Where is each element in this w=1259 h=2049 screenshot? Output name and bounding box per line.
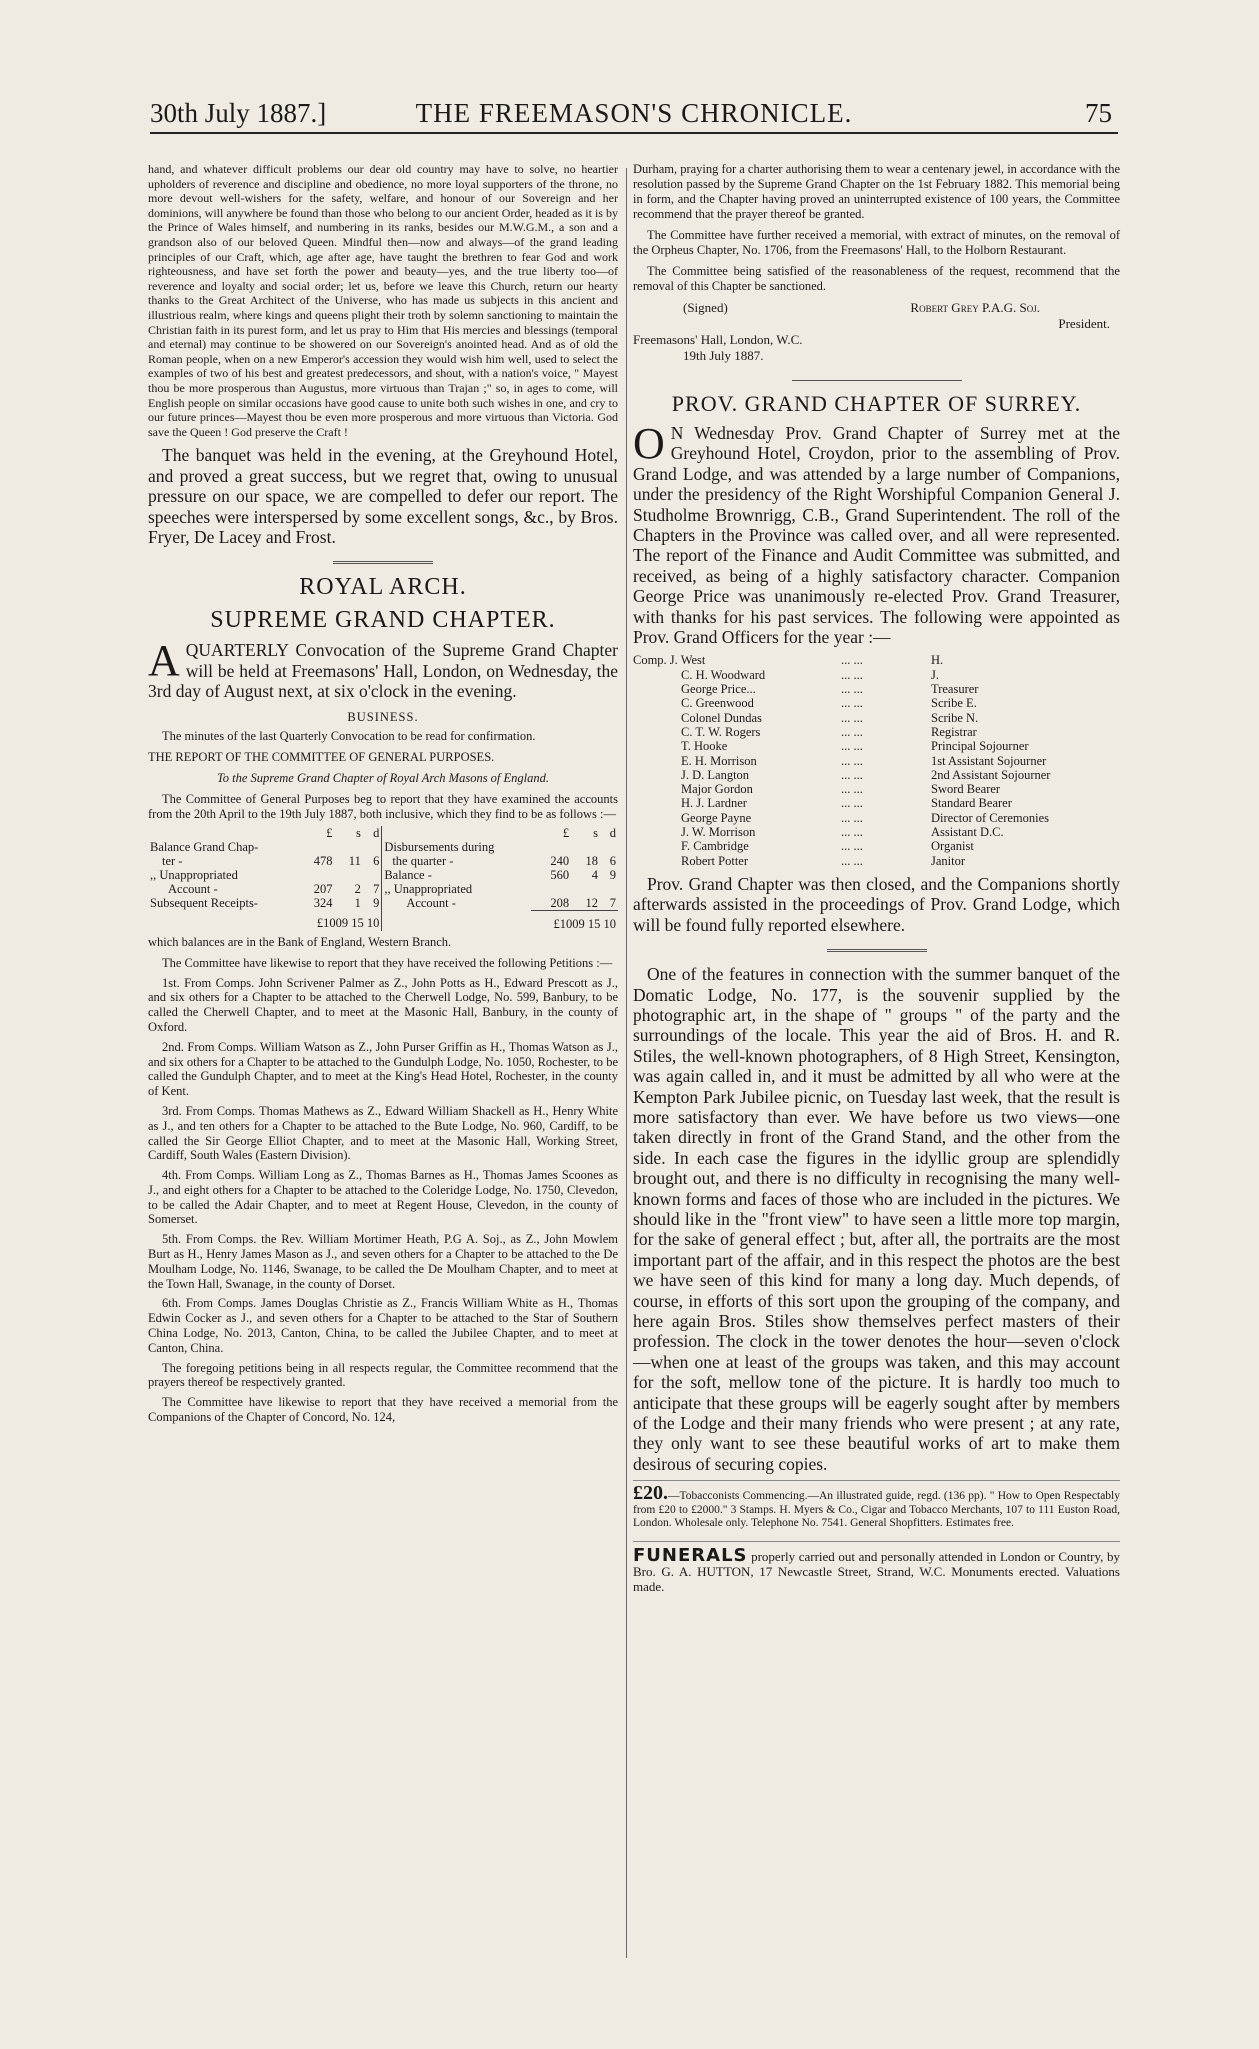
currency-header: d xyxy=(609,825,616,840)
accounts-row xyxy=(148,840,618,854)
officer-row xyxy=(633,725,1120,739)
officer-row xyxy=(633,854,1120,868)
officer-office: 1st Assistant Sojourner xyxy=(931,753,1047,768)
officer-dots: ... ... xyxy=(841,710,863,725)
officer-name: E. H. Morrison xyxy=(681,753,757,768)
removal-paragraph: The Committee being satisfied of the reasonableness of the request, recommend that the removal of this Chapter be sanctioned. xyxy=(633,264,1120,293)
receipt-pounds: 207 xyxy=(313,881,333,896)
signed-date: 19th July 1887. xyxy=(683,348,764,363)
disbursement-pence: 7 xyxy=(600,896,618,911)
officer-dots: ... ... xyxy=(841,724,863,739)
officer-office: Janitor xyxy=(931,853,966,868)
disbursement-label: Disbursements during xyxy=(384,839,495,854)
officer-row xyxy=(633,668,1120,682)
receipt-label: ,, Unappropriated xyxy=(150,867,238,882)
officer-name: C. Greenwood xyxy=(681,696,754,711)
report-heading: THE REPORT OF THE COMMITTEE OF GENERAL PURPOSES. xyxy=(148,749,495,764)
disbursement-pounds: 240 xyxy=(550,853,570,868)
officer-dots: ... ... xyxy=(841,796,863,811)
signed-label: (Signed) xyxy=(683,300,728,315)
officer-office: 2nd Assistant Sojourner xyxy=(931,767,1051,782)
officer-dots: ... ... xyxy=(841,839,863,854)
advert-lead: FUNERALS xyxy=(633,1544,748,1566)
column-rule xyxy=(626,168,627,1958)
accounts-row xyxy=(148,868,618,882)
officer-row xyxy=(633,739,1120,753)
officer-row xyxy=(633,653,1120,667)
supreme-grand-chapter-heading: SUPREME GRAND CHAPTER. xyxy=(210,607,556,634)
accounts-header-row xyxy=(148,826,618,840)
receipt-shillings xyxy=(335,868,363,882)
officer-row xyxy=(633,711,1120,725)
officer-office: Scribe E. xyxy=(931,696,977,711)
surrey-text: N Wednesday Prov. Grand Chapter of Surrey met at the Greyhound Hotel, Croydon, prior to the assembling of Prov. Grand Lodge, and was attended by a large number of Companions, under the presidency of the Right Worshipful Companion General J. Studholme Brownrigg, C.B., Grand Superintendent. The roll of the Chapters in the Province was called over, and all were represented. The report of the Finance and Audit Committee was submitted, and received, as being of a highly satisfactory character. Companion George Price was unanimously re-elected Prov. Grand Treasurer, with thanks for his past services. The following were appointed as Prov. Grand Officers for the year :— xyxy=(633,423,1120,648)
officer-office: H. xyxy=(931,653,944,668)
petitions-intro: The Committee have likewise to report that they have received the following Petitions :— xyxy=(162,955,613,970)
petitions-closing: The foregoing petitions being in all respects regular, the Committee recommend that the prayers thereof be respectively granted. xyxy=(148,1360,618,1390)
advert-text: properly carried out and personally attended in London or Country, by Bro. G. A. HUTTON, 17 Newcastle Street, Strand, W.C. Monuments erected. Valuations made. xyxy=(633,1548,1121,1594)
petition-item: 5th. From Comps. the Rev. William Mortimer Heath, P.G A. Soj., as Z., John Mowlem Burt as H., Henry James Mason as J., and seven others for a Chapter to be attached to the De Moulham Lodge, No. 1146, Swanage, to be called the De Moulham Chapter, and to meet at the Town Hall, Swanage, in the county of Dorset. xyxy=(148,1232,618,1291)
currency-header: s xyxy=(355,825,361,840)
officer-office: Standard Bearer xyxy=(931,796,1012,811)
disbursement-pounds xyxy=(531,840,571,854)
signature-block xyxy=(633,300,1120,364)
officer-name: Comp. J. West xyxy=(633,653,706,668)
accounts-row xyxy=(148,854,618,868)
publication-title: THE FREEMASON'S CHRONICLE. xyxy=(415,98,853,128)
accounts-table xyxy=(148,826,618,931)
officer-name: J. W. Morrison xyxy=(681,825,756,840)
disbursement-label: the quarter - xyxy=(392,853,454,868)
funerals-advert xyxy=(633,1541,1120,1594)
officer-row xyxy=(633,768,1120,782)
receipt-pence xyxy=(363,840,382,854)
section-separator xyxy=(792,380,962,381)
report-intro: The Committee of General Purposes beg to report that they have examined the accounts from the 20th April to the 19th July 1887, both inclusive, which they find to be as follows :— xyxy=(148,791,618,821)
officer-name: T. Hooke xyxy=(681,739,728,754)
convocation-paragraph xyxy=(148,636,618,702)
receipt-pounds xyxy=(294,868,334,882)
officer-name: H. J. Lardner xyxy=(681,796,747,811)
disbursement-label: ,, Unappropriated xyxy=(384,881,473,896)
officer-office: Principal Sojourner xyxy=(931,739,1029,754)
issue-date: 30th July 1887.] xyxy=(150,98,327,128)
accounts-row xyxy=(148,882,618,896)
officer-dots: ... ... xyxy=(841,653,863,668)
receipt-label: Account - xyxy=(168,881,218,896)
officer-office: Sword Bearer xyxy=(931,782,1001,797)
receipt-pence xyxy=(363,868,382,882)
disbursement-shillings: 4 xyxy=(591,867,598,882)
receipts-total: £1009 15 10 xyxy=(294,910,381,931)
officer-name: F. Cambridge xyxy=(681,839,749,854)
disbursement-shillings: 12 xyxy=(571,896,600,911)
officer-office: Organist xyxy=(931,839,974,854)
officer-office: Scribe N. xyxy=(931,710,979,725)
banquet-paragraph: The banquet was held in the evening, at the Greyhound Hotel, and proved a great success, but we regret that, owing to unusual pressure on our space, we are compelled to defer our report. The speeches were interspersed by some excellent songs, &c., by Bros. Fryer, De Lacey and Frost. xyxy=(148,445,618,547)
officer-office: Registrar xyxy=(931,724,977,739)
report-address: To the Supreme Grand Chapter of Royal Arch Masons of England. xyxy=(216,770,550,785)
petition-item: 3rd. From Comps. Thomas Mathews as Z., Edward William Shackell as H., Henry White as J., and ten others for a Chapter to be attached to the Bute Lodge, No. 960, Cardiff, to be called the Sir George Elliot Chapter, and to meet at the Masonic Hall, Working Street, Cardiff, South Wales (Eastern Division). xyxy=(148,1103,618,1163)
officer-row xyxy=(633,796,1120,810)
memorial-paragraph: The Committee have likewise to report that they have received a memorial from the Companions of the Chapter of Concord, No. 124, xyxy=(148,1395,618,1425)
officer-dots: ... ... xyxy=(841,696,863,711)
signatory-title: President. xyxy=(1058,316,1110,331)
minutes-paragraph: The minutes of the last Quarterly Convocation to be read for confirmation. xyxy=(162,728,536,743)
officer-dots: ... ... xyxy=(841,810,863,825)
disbursement-pence xyxy=(600,840,618,854)
officer-name: Robert Potter xyxy=(681,853,749,868)
officer-row xyxy=(633,696,1120,710)
disbursement-pence: 9 xyxy=(609,867,616,882)
disbursement-shillings: 18 xyxy=(585,853,598,868)
officer-row xyxy=(633,782,1120,796)
royal-arch-heading: ROYAL ARCH. xyxy=(299,574,467,601)
officer-dots: ... ... xyxy=(841,667,863,682)
receipt-pence: 6 xyxy=(363,854,382,868)
speech-paragraph: hand, and whatever difficult problems our dear old country may have to solve, no heartier upholders of reverence and discipline and obedience, no more loyal supporters of the throne, no more devout well-wishers for the safety, welfare, and honour of our Sovereign and her dominions, will anywhere be found than those who belong to our ancient Order, headed as it is by the Prince of Wales himself, and numbering in its ranks, besides our M.W.G.M., a son and a grandson also of our beloved Queen. Mindful then—now and always—of the grand leading principles of our Craft, which, age after age, have taught the brethren to fear God and work righteousness, and have set forth the power and beauty—yes, and the true liberty too—of reverence and loyalty and social order; let us, before we leave this Church, return our hearty thanks to the Great Architect of the Universe, who has made us subjects in this ancient and illustrious realm, where kings and queens plight their troth by solemn sanctioning to maintain the Christian faith in its purest form, and let us pray to Him that His mercies and blessings (temporal and eternal) may continue to be showered on our Sovereign's anointed head. And as of old the Roman people, when on a new Emperor's accession they would wish him well, used to select the examples of two of his best and greatest predecessors, and shout, with a nation's voice, " Mayest thou be more prosperous than Augustus, more virtuous than Trajan ;" so, in ages to come, will English people on similar occasions have good cause to unite both such wishes in one, and cry to our future princes—Mayest thou be even more prosperous and more virtuous than Victoria. God save the Queen ! God preserve the Craft ! xyxy=(148,162,618,439)
petition-item: 2nd. From Comps. William Watson as Z., John Purser Griffin as H., Thomas Watson as J., and six others for a Chapter to be attached to the Gundulph Lodge, No. 1050, Rochester, to be called the Gundulph Chapter, and to meet at the King's Head Hotel, Rochester, in the county of Kent. xyxy=(148,1039,618,1099)
disbursement-label: Balance - xyxy=(384,867,432,882)
header-rule xyxy=(150,132,1118,134)
receipt-shillings xyxy=(335,840,363,854)
officer-dots: ... ... xyxy=(841,853,863,868)
officer-dots: ... ... xyxy=(841,825,863,840)
signatory-name: Robert Grey P.A.G. Soj. xyxy=(910,300,1040,315)
officer-dots: ... ... xyxy=(841,682,863,697)
disbursement-pounds: 208 xyxy=(531,896,571,911)
officer-name: C. T. W. Rogers xyxy=(681,724,761,739)
petition-item: 1st. From Comps. John Scrivener Palmer as Z., John Potts as H., Edward Prescott as J., and six others for a Chapter to be attached to the Cherwell Lodge, No. 599, Banbury, to be called the Cherwell Chapter, and to meet at the Masonic Hall, Banbury, in the county of Oxford. xyxy=(148,975,618,1034)
orpheus-paragraph: The Committee have further received a memorial, with extract of minutes, on the removal of the Orpheus Chapter, No. 1706, from the Freemasons' Hall, to the Holborn Restaurant. xyxy=(633,228,1120,257)
advert-text: —Tobacconists Commencing.—An illustrated guide, regd. (136 pp). " How to Open Respectably from £20 to £2000." 3 Stamps. H. Myers & Co., Cigar and Tobacco Merchants, 107 to 111 Euston Road, London. Wholesale only. Telephone No. 7541. General Shopfitters. Estimates free. xyxy=(633,1490,1120,1530)
officer-office: J. xyxy=(931,667,939,682)
signed-place: Freemasons' Hall, London, W.C. xyxy=(633,332,803,347)
convocation-text: QUARTERLY Convocation of the Supreme Grand Chapter will be held at Freemasons' Hall, London, on Wednesday, the 3rd day of August next, at six o'clock in the evening. xyxy=(148,640,618,702)
receipt-pence: 9 xyxy=(363,896,382,911)
officer-office: Treasurer xyxy=(931,682,979,697)
durham-paragraph: Durham, praying for a charter authorising them to wear a centenary jewel, in accordance with the resolution passed by the Supreme Grand Chapter on the 1st February 1882. This memorial being in form, and the Chapter having proved an uninterrupted existence of 100 years, the Committee recommend that the prayer thereof be granted. xyxy=(633,162,1120,221)
receipt-pounds: 324 xyxy=(313,895,333,910)
receipt-label: Subsequent Receipts- xyxy=(150,895,258,910)
currency-header: d xyxy=(363,826,382,840)
disbursement-pounds: 560 xyxy=(550,867,570,882)
officer-office: Director of Ceremonies xyxy=(931,810,1050,825)
officers-list xyxy=(633,653,1120,867)
officer-name: Colonel Dundas xyxy=(681,710,762,725)
officer-row xyxy=(633,682,1120,696)
officer-dots: ... ... xyxy=(841,782,863,797)
officer-row xyxy=(633,754,1120,768)
domatic-paragraph: One of the features in connection with the summer banquet of the Domatic Lodge, No. 177, is the souvenir supplied by the photographic art, in the shape of " groups " of the party and the surroundings of the locale. This year the aid of Bros. H. and R. Stiles, the well-known photographers, of 8 High Street, Kensington, was again called in, and it must be admitted by all who were at the Kempton Park Jubilee picnic, on Tuesday last week, that the result is more satisfactory than ever. We have before us two views—one taken directly in front of the Grand Stand, and the other from the side. In each case the figures in the idyllic group are splendidly brought out, and there is no difficulty in recognising the many well-known forms and faces of those who are included in the pictures. We should like in the "front view" to have seen a little more top margin, for the sake of general effect ; but, after all, the portraits are the most important part of the affair, and in this respect the photos are the best we have seen of this kind for many a long day. Much depends, of course, in efforts of this sort upon the grouping of the company, and here again Bros. Stiles show themselves perfect masters of their profession. The clock in the tower denotes the hour—seven o'clock—when one at least of the groups was taken, and this may account for the soft, mellow tone of the picture. It is hardly too much to anticipate that these groups will be eagerly sought after by members of the Lodge and their many friends who were present ; at any rate, they only want to see these beautiful works of art to make them desirous of securing copies. xyxy=(633,964,1120,1474)
currency-header: £ xyxy=(326,825,333,840)
tobacconists-advert xyxy=(633,1480,1120,1531)
accounts-row xyxy=(148,896,618,911)
receipt-label: ter - xyxy=(162,853,183,868)
officer-name: George Price... xyxy=(681,682,756,697)
receipt-shillings: 2 xyxy=(354,881,361,896)
page-number: 75 xyxy=(1085,98,1112,128)
drop-cap: O xyxy=(633,419,665,468)
officer-name: C. H. Woodward xyxy=(681,667,766,682)
officer-office: Assistant D.C. xyxy=(931,825,1004,840)
officer-dots: ... ... xyxy=(841,739,863,754)
disbursement-shillings xyxy=(571,840,600,854)
currency-header: £ xyxy=(562,825,570,840)
officer-dots: ... ... xyxy=(841,767,863,782)
receipt-shillings: 11 xyxy=(348,853,361,868)
page-header xyxy=(150,98,1118,134)
disbursement-pence xyxy=(600,882,618,896)
currency-header: s xyxy=(593,825,598,840)
surrey-heading: PROV. GRAND CHAPTER OF SURREY. xyxy=(671,391,1082,416)
closing-paragraph: Prov. Grand Chapter was then closed, and the Companions shortly afterwards assisted in the proceedings of Prov. Grand Lodge, which will be found fully reported elsewhere. xyxy=(633,873,1120,935)
officer-name: George Payne xyxy=(681,810,752,825)
section-separator xyxy=(827,949,927,952)
surrey-paragraph xyxy=(633,419,1120,648)
officer-name: Major Gordon xyxy=(681,782,753,797)
receipt-pounds: 478 xyxy=(313,853,333,868)
officer-row xyxy=(633,825,1120,839)
petitions-list xyxy=(148,976,618,1356)
disbursement-label: Account - xyxy=(406,895,456,910)
petition-item: 6th. From Comps. James Douglas Christie as Z., Francis William White as H., Thomas Edwin Cocker as J., and seven others for a Chapter to be attached to the Star of Southern China Lodge, No. 2013, Canton, China, to be called the Jubilee Chapter, and to meet at Canton, China. xyxy=(148,1296,618,1355)
officer-row xyxy=(633,811,1120,825)
right-column xyxy=(633,162,1120,1594)
receipt-shillings: 1 xyxy=(354,895,361,910)
drop-cap: A xyxy=(148,636,180,686)
left-column xyxy=(148,162,618,1425)
receipt-pence: 7 xyxy=(363,882,382,896)
officer-name: J. D. Langton xyxy=(681,767,750,782)
officer-dots: ... ... xyxy=(841,753,863,768)
balances-paragraph: which balances are in the Bank of England, Western Branch. xyxy=(148,934,452,949)
accounts-total-row xyxy=(148,910,618,931)
receipt-label: Balance Grand Chap- xyxy=(150,839,259,854)
advert-lead: £20. xyxy=(633,1482,668,1505)
petition-item: 4th. From Comps. William Long as Z., Thomas Barnes as H., Thomas James Scoones as J., and eight others for a Chapter to be attached to the Coleridge Lodge, No. 1750, Clevedon, to be called the Adair Chapter, and to meet at Regent House, Clevedon, in the county of Somerset. xyxy=(148,1168,618,1227)
disbursement-pounds xyxy=(531,882,571,896)
section-separator xyxy=(333,561,433,564)
disbursement-shillings xyxy=(571,882,600,896)
business-heading: BUSINESS. xyxy=(347,709,419,724)
disbursement-pence: 6 xyxy=(609,853,616,868)
receipt-pounds xyxy=(294,840,334,854)
disbursements-total: £1009 15 10 xyxy=(553,916,616,931)
officer-row xyxy=(633,839,1120,853)
